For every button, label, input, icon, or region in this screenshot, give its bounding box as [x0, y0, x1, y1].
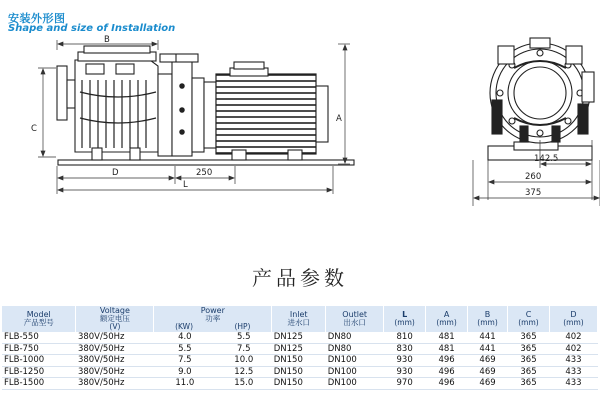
header-B: B (mm)	[468, 306, 508, 332]
header-A: A (mm)	[426, 306, 468, 332]
installation-title-cn: 安装外形图	[8, 12, 66, 25]
cell-A: 496	[426, 378, 468, 390]
cell-voltage: 380V/50Hz	[76, 355, 154, 367]
cell-model: FLB-750	[2, 343, 76, 355]
table-row	[2, 366, 598, 378]
cell-outlet: DN100	[326, 355, 384, 367]
cell-inlet: DN150	[272, 366, 326, 378]
cell-power-hp: 7.5	[216, 343, 272, 355]
cell-power-kw: 5.5	[154, 343, 216, 355]
dim-B-label: B	[104, 35, 110, 45]
cell-B: 441	[468, 332, 508, 343]
cell-L: 810	[384, 332, 426, 343]
cell-power-hp: 5.5	[216, 332, 272, 343]
cell-B: 441	[468, 343, 508, 355]
cell-model: FLB-550	[2, 332, 76, 343]
dim-A-label: A	[336, 114, 342, 124]
cell-voltage: 380V/50Hz	[76, 366, 154, 378]
cell-L: 930	[384, 366, 426, 378]
cell-model: FLB-1250	[2, 366, 76, 378]
header-power-hp: (HP)	[234, 322, 251, 331]
table-header-row	[2, 306, 598, 332]
header-L: L (mm)	[384, 306, 426, 332]
header-model: Model 产品型号	[2, 306, 76, 332]
header-voltage: Voltage 额定电压 (V)	[76, 306, 154, 332]
cell-voltage: 380V/50Hz	[76, 378, 154, 390]
cell-A: 481	[426, 332, 468, 343]
table-row	[2, 343, 598, 355]
cell-voltage: 380V/50Hz	[76, 343, 154, 355]
dim-L-label: L	[183, 180, 188, 190]
cell-L: 970	[384, 378, 426, 390]
cell-D: 402	[549, 343, 597, 355]
header-D: D (mm)	[549, 306, 597, 332]
table-row	[2, 378, 598, 390]
cell-A: 496	[426, 355, 468, 367]
dim-375-label: 375	[525, 188, 542, 198]
cell-model: FLB-1000	[2, 355, 76, 367]
dim-D-label: D	[112, 168, 119, 178]
cell-voltage: 380V/50Hz	[76, 332, 154, 343]
header-outlet: Outlet 出水口	[326, 306, 384, 332]
cell-inlet: DN150	[272, 378, 326, 390]
header-inlet: Inlet 进水口	[272, 306, 326, 332]
cell-power-hp: 10.0	[216, 355, 272, 367]
cell-C: 365	[508, 366, 550, 378]
dim-250-label: 250	[196, 168, 213, 178]
cell-inlet: DN125	[272, 332, 326, 343]
cell-inlet: DN150	[272, 355, 326, 367]
cell-power-kw: 9.0	[154, 366, 216, 378]
cell-D: 433	[549, 366, 597, 378]
cell-C: 365	[508, 332, 550, 343]
cell-B: 469	[468, 366, 508, 378]
cell-C: 365	[508, 355, 550, 367]
cell-L: 930	[384, 355, 426, 367]
pump-side-view	[57, 46, 354, 165]
cell-C: 365	[508, 378, 550, 390]
dim-C-label: C	[31, 124, 37, 134]
cell-power-hp: 15.0	[216, 378, 272, 390]
cell-D: 433	[549, 378, 597, 390]
cell-power-kw: 11.0	[154, 378, 216, 390]
dim-142-label: 142.5	[534, 154, 559, 164]
pump-front-view	[488, 38, 594, 160]
header-power: Power 功率 (KW) (HP)	[154, 306, 272, 332]
cell-B: 469	[468, 355, 508, 367]
cell-inlet: DN125	[272, 343, 326, 355]
cell-D: 433	[549, 355, 597, 367]
cell-B: 469	[468, 378, 508, 390]
cell-D: 402	[549, 332, 597, 343]
header-power-kw: (KW)	[175, 322, 194, 331]
cell-outlet: DN100	[326, 366, 384, 378]
table-row	[2, 332, 598, 343]
cell-outlet: DN80	[326, 332, 384, 343]
product-params-title: 产品参数	[252, 266, 348, 290]
installation-title-en: Shape and size of Installation	[8, 23, 176, 34]
cell-power-hp: 12.5	[216, 366, 272, 378]
dim-260-label: 260	[525, 172, 542, 182]
cell-power-kw: 7.5	[154, 355, 216, 367]
table-row	[2, 355, 598, 367]
cell-C: 365	[508, 343, 550, 355]
cell-model: FLB-1500	[2, 378, 76, 390]
cell-L: 830	[384, 343, 426, 355]
cell-A: 481	[426, 343, 468, 355]
header-C: C (mm)	[508, 306, 550, 332]
spec-table	[2, 306, 598, 390]
cell-A: 496	[426, 366, 468, 378]
cell-outlet: DN80	[326, 343, 384, 355]
cell-outlet: DN100	[326, 378, 384, 390]
cell-power-kw: 4.0	[154, 332, 216, 343]
